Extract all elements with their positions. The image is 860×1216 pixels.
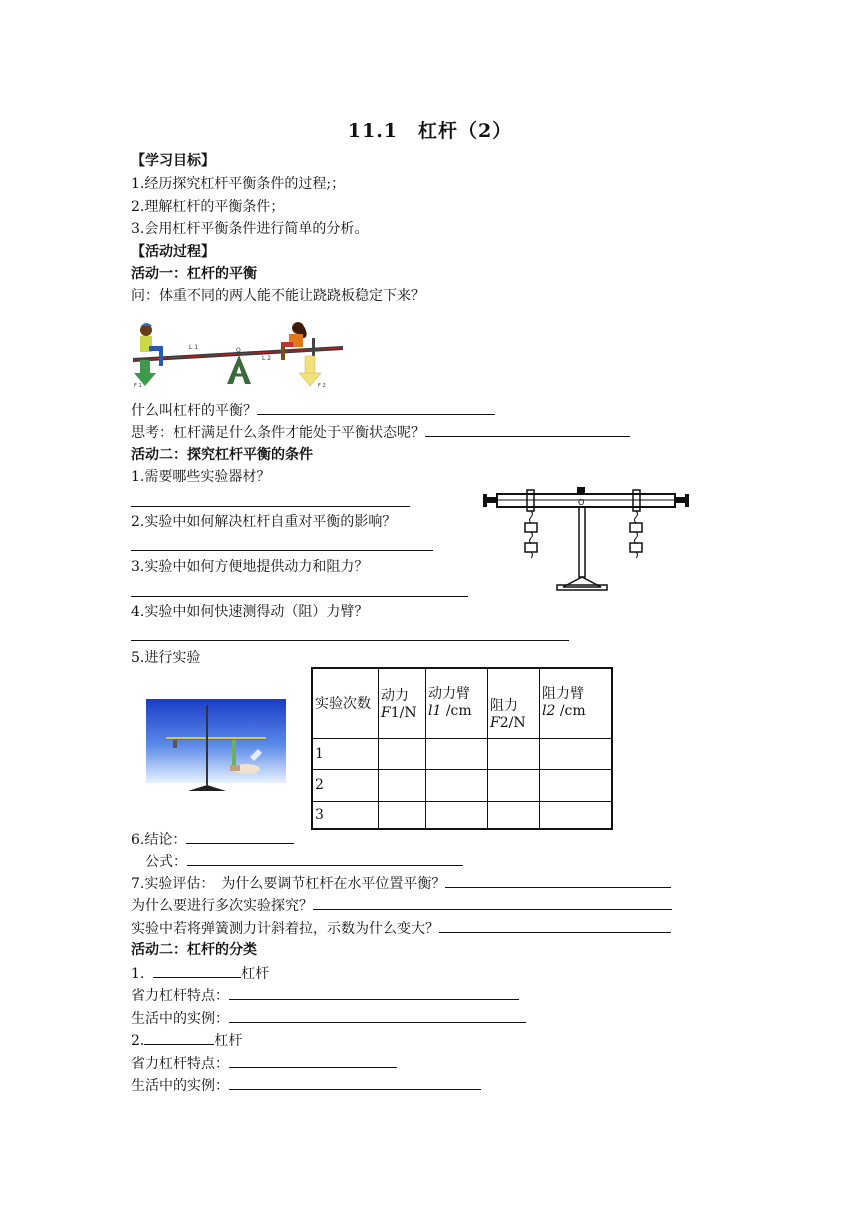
spring-scale [232,740,236,768]
evaluation-line: 7.实验评估： 为什么要调节杠杆在水平位置平衡？ [131,873,671,894]
stand-post [579,507,585,577]
feature-2: 省力杠杆特点： [131,1053,397,1074]
activity3-heading: 活动二：杠杆的分类 [131,942,257,958]
table-cell[interactable] [488,769,540,801]
conclusion-line: 6.结论： [131,829,294,850]
row-index: 3 [312,801,379,829]
row-index: 1 [312,738,379,769]
label-l1: L 1 [189,344,199,351]
lever-apparatus-figure [483,485,689,593]
evaluation-line-3: 实验中若将弹簧测力计斜着拉，示数为什么变大？ [131,918,671,939]
table-header-row [312,668,612,738]
left-weights [525,511,537,558]
header-load: 阻力 F2/N [488,668,540,738]
table-cell[interactable] [540,769,613,801]
label-o: O [236,347,241,354]
table-cell[interactable] [426,769,488,801]
label-f2: F 2 [318,383,326,389]
label-l2: L 2 [262,355,272,362]
answer-line-1[interactable] [131,506,410,507]
table-cell[interactable] [540,801,613,829]
table-cell[interactable] [488,738,540,769]
answer-blank[interactable] [229,1075,481,1090]
table-row [312,738,612,769]
pivot-label: O [578,498,585,507]
activity1-heading: 活动一：杠杆的平衡 [131,266,257,282]
label-f1: F 1 [134,383,142,389]
answer-blank[interactable] [445,873,671,888]
table-cell[interactable] [379,738,426,769]
header-effort: 动力 F1/N [379,668,426,738]
formula-line: 公式： [145,851,463,872]
table-cell[interactable] [540,738,613,769]
header-trial: 实验次数 [312,668,379,738]
question-3: 3.实验中如何方便地提供动力和阻力？ [131,559,369,575]
balance-question: 什么叫杠杆的平衡？ [131,400,495,421]
row-index: 2 [312,769,379,801]
right-weights [630,511,642,558]
table-cell[interactable] [379,769,426,801]
answer-line-3[interactable] [131,596,468,597]
activity2-heading: 活动二：探究杠杆平衡的条件 [131,447,313,463]
question-1: 1.需要哪些实验器材？ [131,469,271,485]
seesaw-figure [131,316,351,392]
activity1-question: 问：体重不同的两人能不能让跷跷板稳定下来？ [131,288,425,304]
answer-blank[interactable] [425,422,630,437]
classification-2: 2. 杠杆 [131,1030,242,1051]
answer-blank[interactable] [144,1030,214,1045]
photo-stand [206,705,208,785]
table-row [312,801,612,829]
experiment-table [311,667,613,830]
objective-2: 2.理解杠杆的平衡条件； [131,199,285,215]
objectives-heading: 【学习目标】 [131,153,215,169]
table-cell[interactable] [426,738,488,769]
table-cell[interactable] [488,801,540,829]
question-2: 2.实验中如何解决杠杆自重对平衡的影响？ [131,514,397,530]
example-1: 生活中的实例： [131,1008,526,1029]
photo-background [146,699,286,783]
table-row [312,769,612,801]
objective-3: 3.会用杠杆平衡条件进行简单的分析。 [131,221,369,237]
answer-blank[interactable] [186,829,294,844]
answer-blank[interactable] [439,918,671,933]
answer-blank[interactable] [257,400,495,415]
question-5: 5.进行实验 [131,650,201,666]
fulcrum [227,355,251,384]
example-2: 生活中的实例： [131,1075,481,1096]
think-question: 思考：杠杆满足什么条件才能处于平衡状态呢？ [131,422,630,443]
evaluation-line-2: 为什么要进行多次实验探究？ [131,895,672,916]
answer-blank[interactable] [229,1053,397,1068]
question-4: 4.实验中如何快速测得动（阻）力臂？ [131,604,369,620]
table-cell[interactable] [379,801,426,829]
answer-line-2[interactable] [131,550,433,551]
answer-blank[interactable] [313,895,672,910]
table-cell[interactable] [426,801,488,829]
arrow-f1 [140,360,150,374]
header-effort-arm: 动力臂 l1 /cm [426,668,488,738]
answer-blank[interactable] [229,1008,526,1023]
answer-line-4[interactable] [131,640,569,641]
objective-1: 1.经历探究杠杆平衡条件的过程;； [131,176,346,192]
answer-blank[interactable] [187,851,463,866]
process-heading: 【活动过程】 [131,244,215,260]
answer-blank[interactable] [229,985,519,1000]
experiment-photo [146,699,286,794]
classification-1: 1. 杠杆 [131,963,269,984]
answer-blank[interactable] [153,963,241,978]
feature-1: 省力杠杆特点： [131,985,519,1006]
arrow-f2 [305,356,315,374]
page-title: 11.1 杠杆（2） [347,120,513,142]
header-load-arm: 阻力臂 l2 /cm [540,668,613,738]
